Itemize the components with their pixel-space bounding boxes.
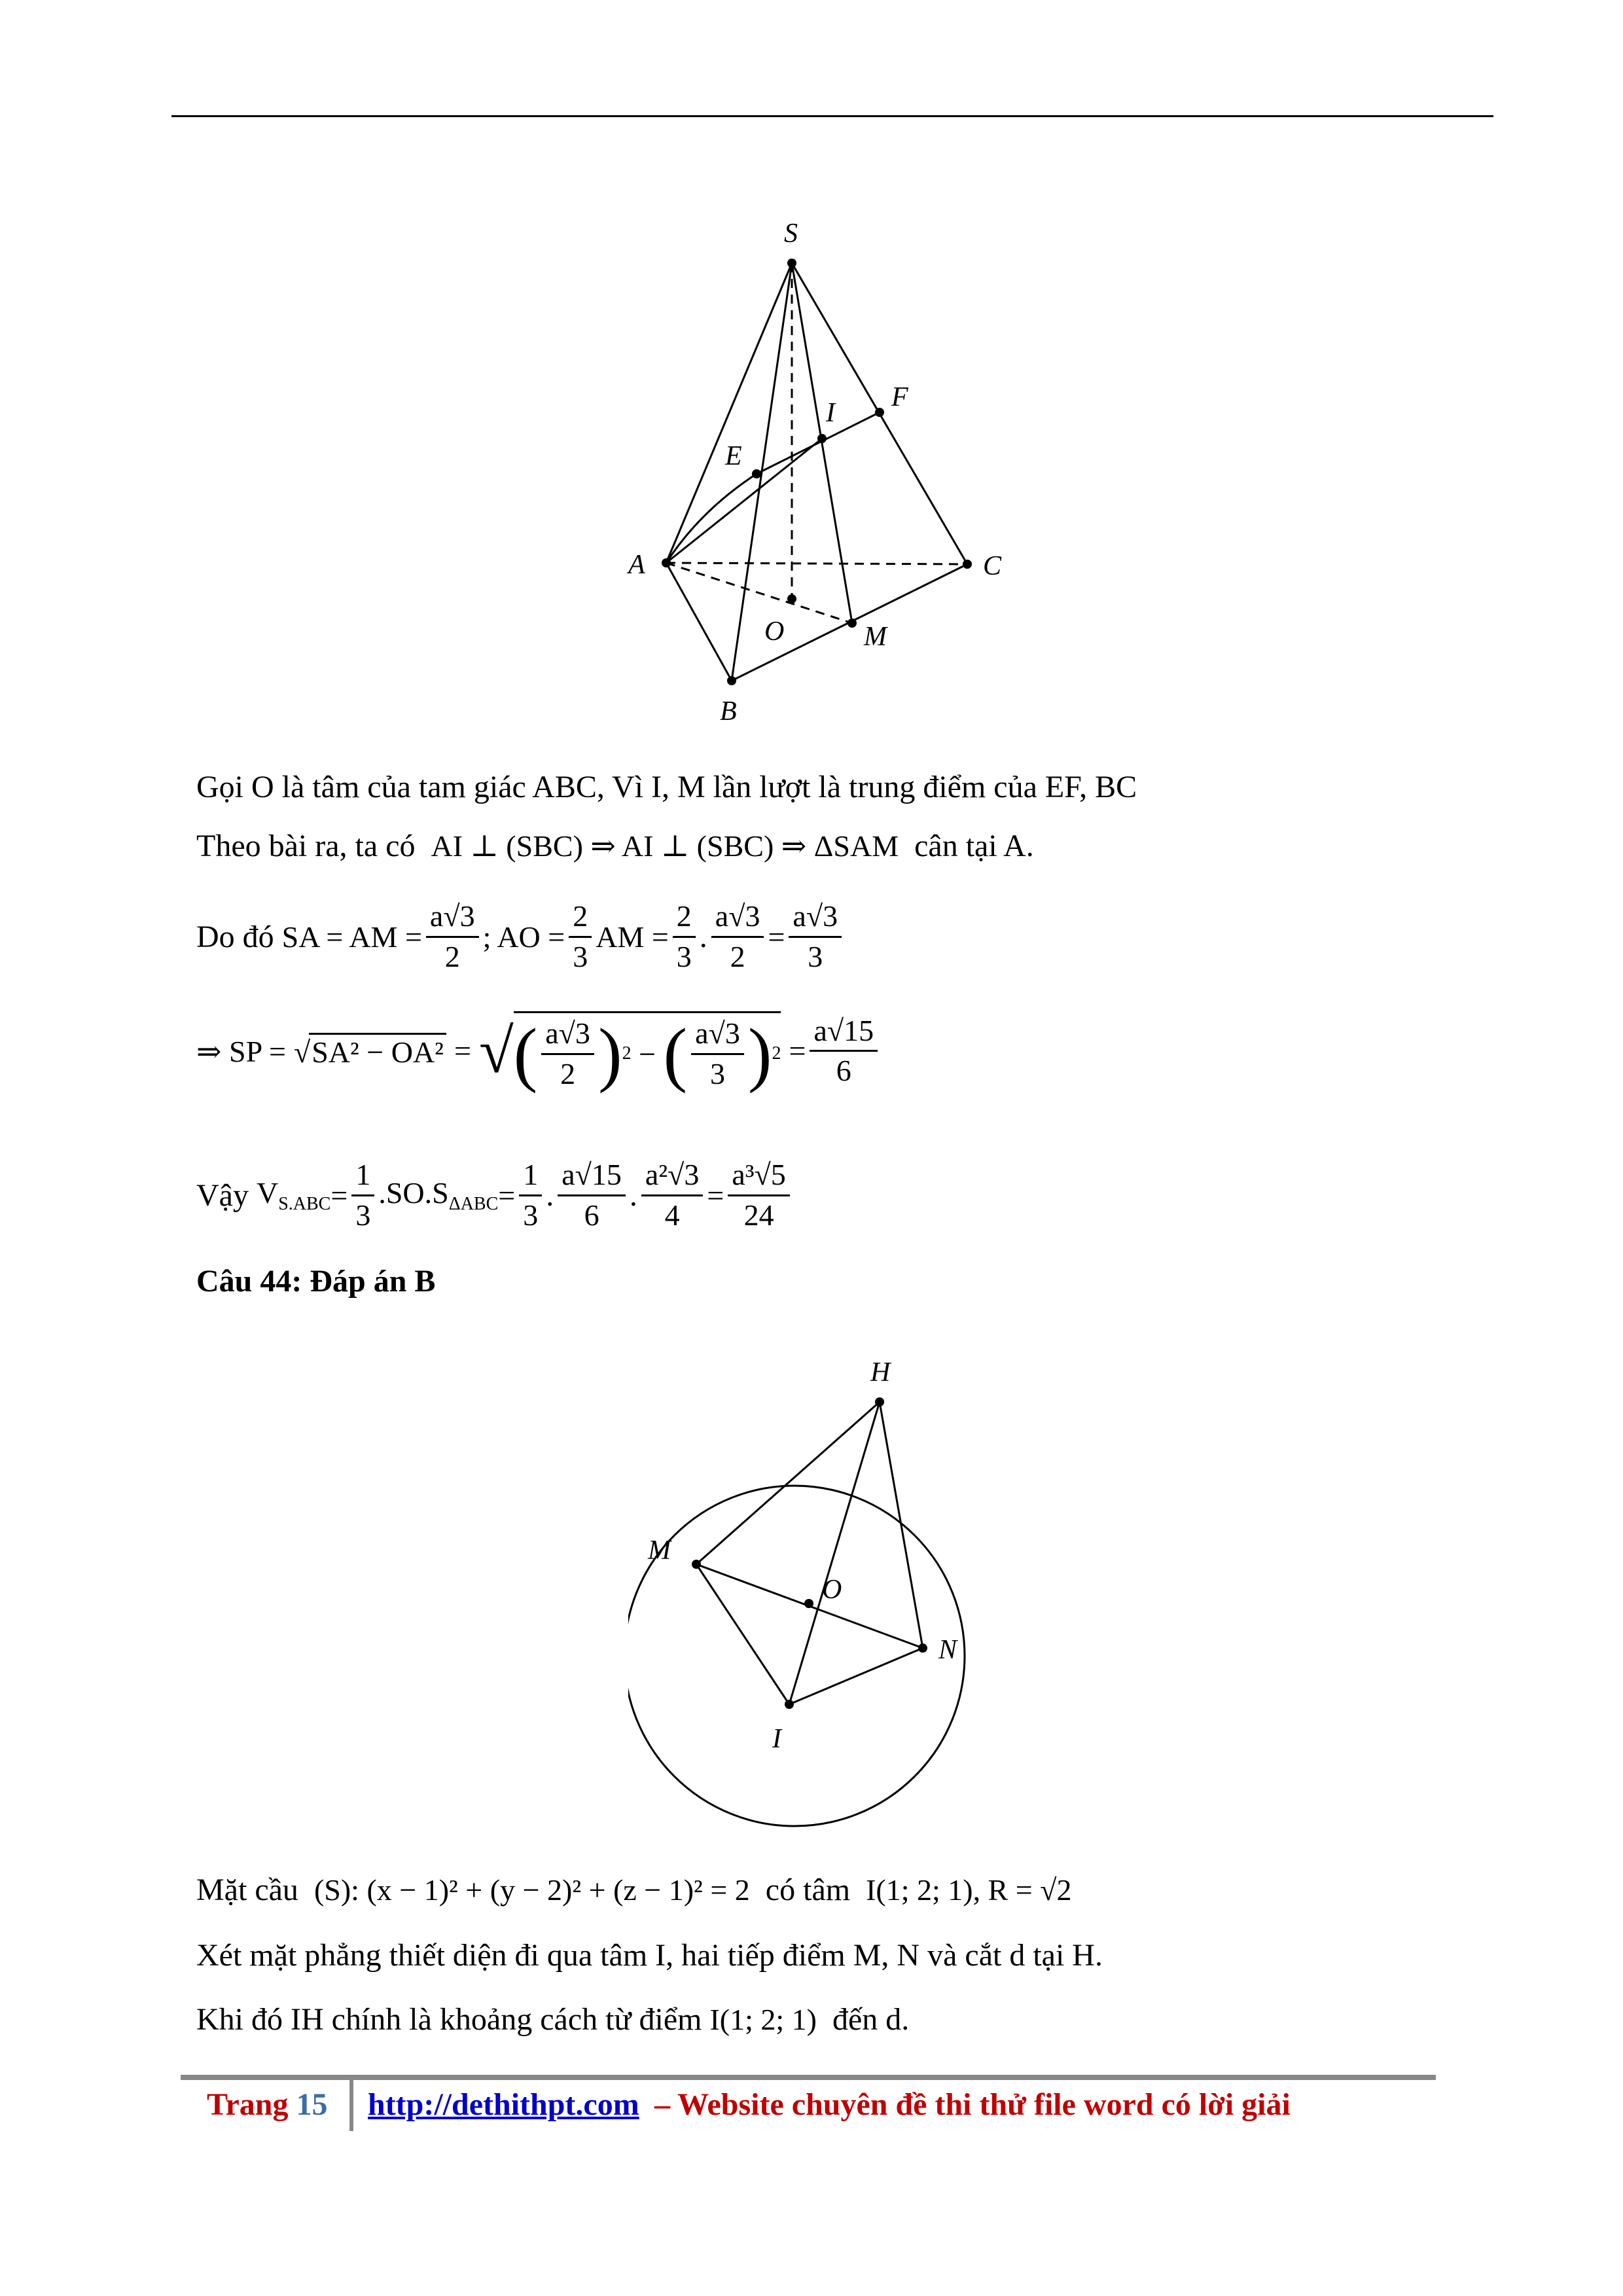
fraction-1-over-3b: $\frac{1}{3}$ xyxy=(519,1158,542,1232)
point-m xyxy=(847,619,857,628)
fraction-1-over-3: $\frac{1}{3}$ xyxy=(351,1158,374,1232)
sqrt-symbol-large: √ xyxy=(478,1015,514,1086)
point-b xyxy=(727,676,736,685)
label-e: E xyxy=(725,441,742,471)
fraction-a-sqrt3-over-2: $\frac{a√3}{2}$ xyxy=(426,900,479,973)
formula-point-i: I(1; 2; 1) xyxy=(709,2003,817,2036)
fraction-a-sqrt15-over-6: $\frac{a√15}{6}$ xyxy=(558,1158,626,1232)
point-h xyxy=(875,1397,884,1407)
footer-tagline: – Website chuyên đề thi thử file word có lời giải xyxy=(654,2087,1291,2122)
so-s-abc: $.SO.S_{\Delta ABC}$ xyxy=(378,1176,499,1215)
paragraph-khi-do xyxy=(196,2001,909,2037)
point-n xyxy=(918,1643,927,1653)
point-s xyxy=(787,259,796,268)
text-suffix: đến d. xyxy=(832,2002,910,2037)
paragraph-sp xyxy=(196,1011,882,1094)
point-o2 xyxy=(804,1599,813,1608)
paragraph-vay: Vậy $V_{S.ABC}$ = $\frac{1}{3}$ $.SO.S_{\Delta ABC}$ = $\frac{1}{3}$ . $\frac{a√15}{6}$ . $\frac{\text{a²√3}}{4}$ = $\frac{\text{a³√5}}{24}$ xyxy=(196,1158,794,1232)
header-rule xyxy=(171,115,1493,117)
paragraph-mat-cau xyxy=(196,1872,1071,1908)
footer-divider xyxy=(349,2080,353,2131)
text-prefix: Khi đó IH chính là khoảng cách từ điểm xyxy=(196,2002,702,2037)
formula-center-radius: I(1; 2; 1), R = √2 xyxy=(866,1873,1072,1907)
label-b: B xyxy=(720,696,737,726)
equals-sign: = xyxy=(454,1034,471,1068)
fraction-a3-sqrt5-over-24: $\frac{\text{a³√5}}{24}$ xyxy=(728,1158,789,1232)
fraction-a2-sqrt3-over-4: $\frac{\text{a²√3}}{4}$ xyxy=(641,1158,703,1232)
paragraph-center-o: Gọi O là tâm của tam giác ABC, Vì I, M lần lượt là trung điểm của EF, BC xyxy=(196,770,1137,804)
equals-sign: = xyxy=(707,1178,724,1212)
label-a: A xyxy=(628,550,645,580)
label-i: I xyxy=(772,1724,781,1754)
formula-am: AM = xyxy=(596,920,669,954)
fraction-a-sqrt3-over-3: $\frac{a√3}{3}$ xyxy=(789,900,842,973)
text-mid: có tâm xyxy=(765,1873,851,1907)
formula-ao: ; AO = xyxy=(482,920,565,954)
equals-sign: = xyxy=(768,920,785,954)
paragraph-do-do: Do đó SA = AM = $\frac{a√3}{2}$ ; AO = $\frac{2}{3}$ AM = $\frac{2}{3}$ . $\frac{a√3}{2}$ = $\frac{a√3}{3}$ xyxy=(196,900,846,973)
label-m: M xyxy=(648,1535,671,1566)
formula-sa-am: SA = AM = xyxy=(281,920,422,954)
label-f: F xyxy=(891,382,908,412)
equals-sign: = xyxy=(789,1034,806,1068)
circle-section xyxy=(628,1486,965,1826)
label-c: C xyxy=(983,551,1002,581)
question-44-heading: Câu 44: Đáp án B xyxy=(196,1264,436,1299)
paragraph-theo-bai-ra xyxy=(196,828,1034,864)
label-s: S xyxy=(784,219,798,249)
formula-sp: ⇒ SP = xyxy=(196,1034,286,1068)
text-prefix: Do đó xyxy=(196,919,274,954)
text-prefix: Mặt cầu xyxy=(196,1873,298,1907)
equals-sign: = xyxy=(330,1178,348,1212)
fraction-2-over-3b: $\frac{2}{3}$ xyxy=(673,900,696,973)
point-m2 xyxy=(692,1560,701,1569)
point-i xyxy=(817,434,827,443)
point-o xyxy=(787,594,796,603)
paragraph-xet-mat-phang: Xét mặt phẳng thiết diện đi qua tâm I, hai tiếp điểm M, N và cắt d tại H. xyxy=(196,1938,1103,1973)
label-h: H xyxy=(870,1357,891,1388)
label-o: O xyxy=(764,617,785,647)
fraction-a-sqrt3-over-2b: $\frac{a√3}{2}$ xyxy=(711,900,764,973)
label-m: M xyxy=(864,622,887,652)
equals-sign: = xyxy=(498,1178,516,1212)
volume-symbol: $V_{S.ABC}$ xyxy=(256,1176,331,1215)
text-prefix: Vậy xyxy=(196,1177,249,1213)
text-prefix: Theo bài ra, ta có xyxy=(196,829,416,863)
footer-rule xyxy=(181,2075,1436,2080)
radicand-big: ( $\frac{a√3}{2}$ ) 2 − ( $\frac{a√3}{3}$ ) 2 xyxy=(514,1011,781,1090)
sphere-figure xyxy=(628,1329,1034,1839)
point-f xyxy=(875,408,884,417)
label-i: I xyxy=(826,398,835,428)
text-suffix: cân tại A. xyxy=(914,829,1034,863)
formula-sphere: (S): (x − 1)² + (y − 2)² + (z − 1)² = 2 xyxy=(313,1873,750,1907)
label-o: O xyxy=(822,1575,842,1605)
point-c xyxy=(963,560,972,569)
footer-website-link[interactable]: http://dethithpt.com xyxy=(368,2087,639,2122)
point-e xyxy=(752,469,761,478)
fraction-2-over-3: $\frac{2}{3}$ xyxy=(569,900,592,973)
point-i2 xyxy=(785,1700,794,1709)
formula-perpendicular: AI ⊥ (SBC) ⇒ AI ⊥ (SBC) ⇒ ΔSAM xyxy=(431,829,899,863)
point-a xyxy=(662,558,671,567)
label-n: N xyxy=(938,1635,957,1665)
footer-page-number: Trang 15 xyxy=(207,2087,328,2122)
sqrt-sa-oa: √SA² − OA² xyxy=(294,1033,446,1069)
fraction-a-sqrt15-over-6: $\frac{a√15}{6}$ xyxy=(810,1014,878,1088)
pyramid-figure xyxy=(589,203,1047,740)
